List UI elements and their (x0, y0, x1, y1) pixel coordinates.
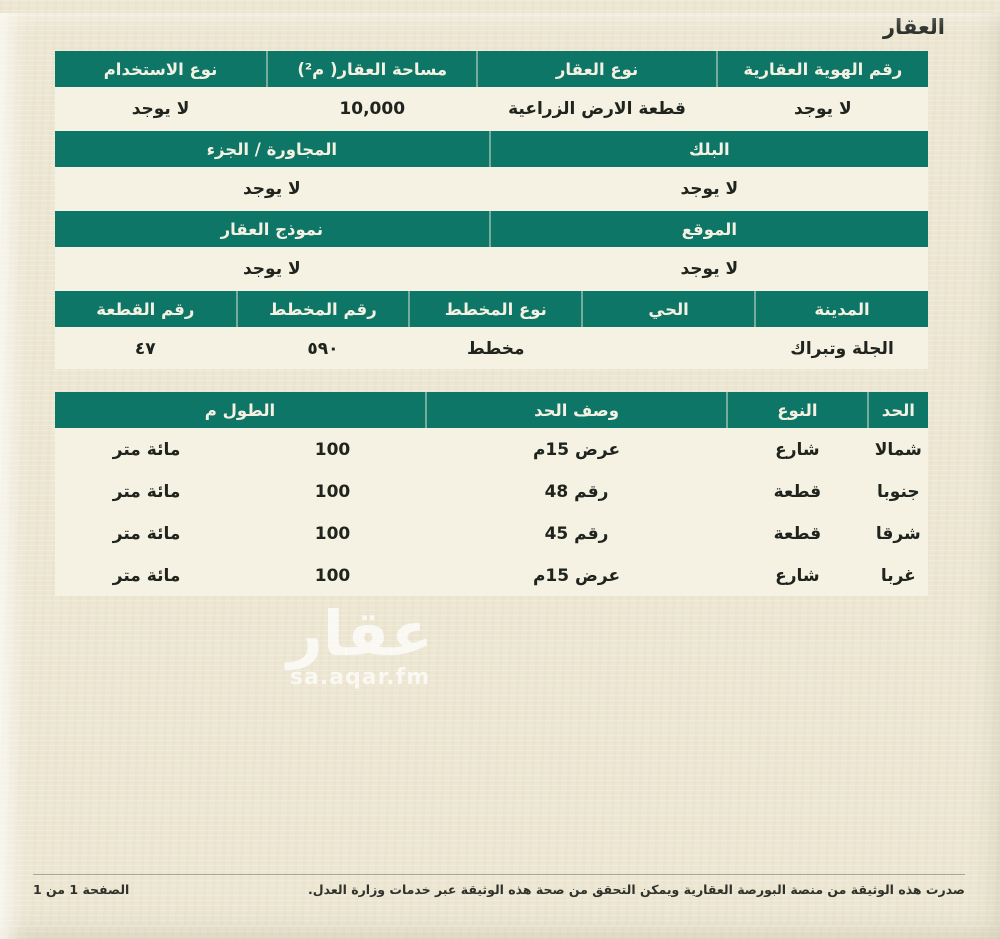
boundary-side: شمالا (874, 440, 922, 460)
plan-number-header: رقم المخطط (238, 291, 411, 327)
identity-header-row (55, 51, 928, 87)
boundary-length-text: مائة متر (55, 472, 240, 512)
plot-number-value: ٤٧ (55, 329, 237, 369)
identity-value-row (55, 89, 928, 129)
boundary-type: قطعة (728, 472, 869, 512)
document-footer (33, 874, 965, 897)
plan-type-header: نوع المخطط (410, 291, 583, 327)
property-id-value: لا يوجد (793, 99, 852, 119)
block-header: البلك (491, 131, 928, 167)
boundary-length: 100 (240, 514, 427, 554)
aqar-url-text: sa.aqar.fm (289, 665, 431, 690)
property-type-header: نوع العقار (478, 51, 717, 87)
boundary-description: رقم 48 (427, 472, 728, 512)
adjacent-part-header: المجاورة / الجزء (55, 131, 491, 167)
boundary-type: شارع (728, 430, 869, 470)
boundary-row-south (55, 472, 928, 512)
boundary-length-header: الطول م (55, 392, 427, 428)
boundaries-header-row (55, 392, 928, 428)
property-type-value: قطعة الارض الزراعية (478, 89, 717, 129)
footer-page-number: الصفحة 1 من 1 (33, 882, 130, 897)
plan-number-value: ٥٩٠ (238, 329, 411, 369)
boundary-description: عرض 15م (427, 556, 728, 596)
boundary-type-header: النوع (728, 392, 869, 428)
boundary-description: رقم 45 (427, 514, 728, 554)
adjacent-part-value: لا يوجد (55, 169, 491, 209)
location-header-row (55, 211, 928, 247)
boundaries-table (55, 392, 928, 596)
property-model-value: لا يوجد (55, 249, 491, 289)
block-header-row (55, 131, 928, 167)
plan-value-row (55, 329, 928, 369)
location-header: الموقع (491, 211, 928, 247)
boundary-row-east (55, 514, 928, 554)
boundary-length-text: مائة متر (55, 514, 240, 554)
usage-type-value: لا يوجد (55, 89, 268, 129)
boundary-length-text: مائة متر (55, 556, 240, 596)
boundary-row-north (55, 430, 928, 470)
boundary-length: 100 (240, 430, 427, 470)
usage-type-header: نوع الاستخدام (55, 51, 268, 87)
property-details-table (55, 51, 928, 369)
property-id-header: رقم الهوية العقارية (718, 51, 928, 87)
boundary-side: غربا (880, 566, 916, 586)
city-header: المدينة (756, 291, 928, 327)
footer-issued-note: صدرت هذه الوثيقة من منصة البورصة العقارية ويمكن التحقق من صحة هذه الوثيقة عبر خدمات وزارة العدل. (308, 882, 965, 897)
boundary-length-text: مائة متر (55, 430, 240, 470)
page-title: العقار (882, 15, 945, 39)
boundary-side: جنوبا (877, 482, 920, 502)
boundary-type: قطعة (728, 514, 869, 554)
boundary-description: عرض 15م (427, 430, 728, 470)
plan-header-row (55, 291, 928, 327)
boundary-description-header: وصف الحد (427, 392, 728, 428)
property-area-header: مساحة العقار( م²) (268, 51, 478, 87)
aqar-watermark (278, 599, 442, 690)
city-value: الجلة وتبراك (790, 339, 894, 359)
property-area-value: 10,000 (268, 89, 478, 129)
boundary-side-header: الحد (869, 392, 928, 428)
property-document (0, 13, 1000, 596)
boundary-length: 100 (240, 556, 427, 596)
boundary-row-west (55, 556, 928, 596)
block-value-row (55, 169, 928, 209)
boundary-type: شارع (728, 556, 869, 596)
district-value (583, 329, 756, 369)
district-header: الحي (583, 291, 756, 327)
location-value-row (55, 249, 928, 289)
location-value: لا يوجد (680, 259, 739, 279)
aqar-logo: عقار (287, 597, 433, 670)
boundary-side: شرقا (875, 524, 921, 544)
plot-number-header: رقم القطعة (55, 291, 237, 327)
property-model-header: نموذج العقار (55, 211, 491, 247)
plan-type-value: مخطط (410, 329, 583, 369)
boundary-length: 100 (240, 472, 427, 512)
block-value: لا يوجد (680, 179, 739, 199)
